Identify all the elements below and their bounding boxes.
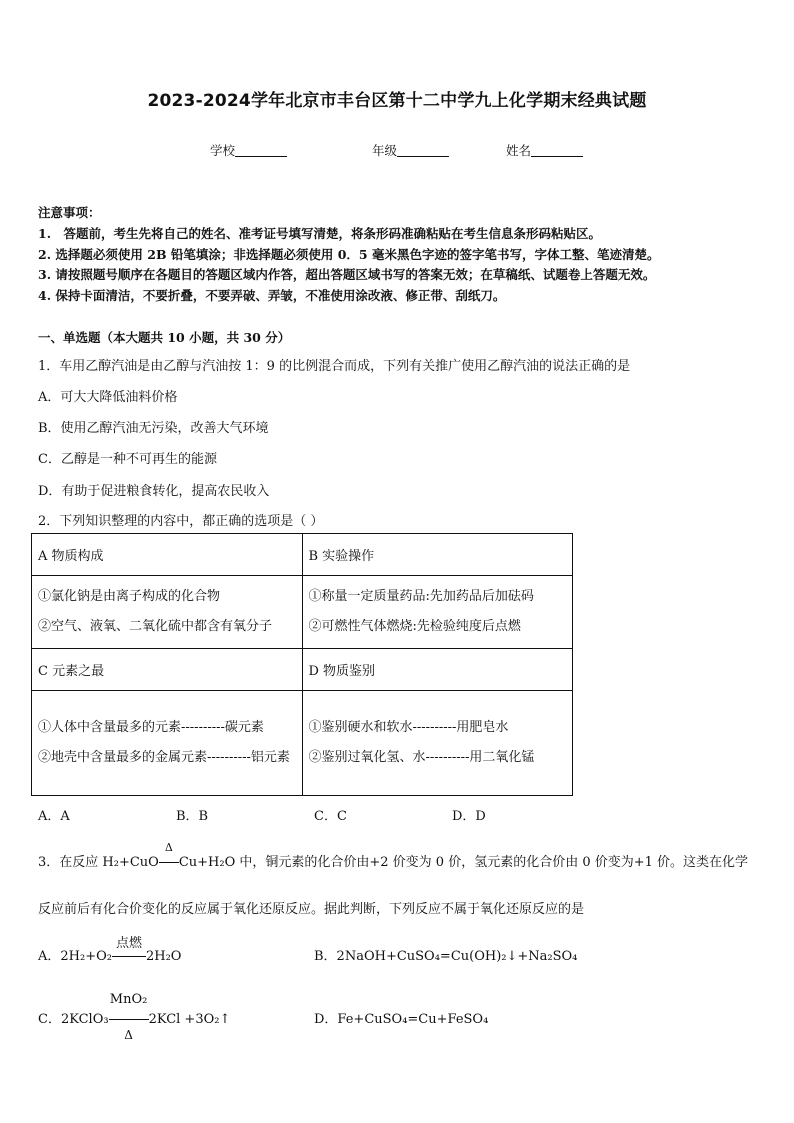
grade-field	[372, 141, 449, 159]
school-label: 学校	[210, 143, 236, 158]
equation-lhs: H₂+CuO	[102, 855, 159, 870]
question-2-stem: 2．下列知识整理的内容中，都正确的选项是（ ）	[38, 514, 324, 529]
table-cell-a-head: A 物质构成	[32, 534, 303, 576]
option-label: A．	[38, 949, 61, 964]
name-label: 姓名	[506, 143, 532, 158]
grade-label: 年级	[372, 143, 398, 158]
question-2-option-d: D．D	[452, 809, 486, 824]
option-a-rhs: 2H₂O	[145, 949, 182, 964]
question-1-option-c: C．乙醇是一种不可再生的能源	[38, 452, 217, 467]
table-cell-a-body	[32, 576, 303, 649]
option-c-lhs: 2KClO₃	[60, 1012, 109, 1027]
table-cell-c-head: C 元素之最	[32, 649, 303, 691]
question-3-option-a	[38, 936, 182, 964]
table-line: ①鉴别硬水和软水----------用肥皂水	[308, 720, 509, 735]
table-cell-d-head: D 物质鉴别	[302, 649, 573, 691]
question-1-option-a: A．可大大降低油料价格	[38, 390, 178, 405]
notice-item: 2. 选择题必须使用 2B 铅笔填涂；非选择题必须使用 0．5 毫米黑色字迹的签字笔书写，字体工整、笔迹清楚。	[38, 247, 660, 262]
option-c-condition-top: MnO₂	[109, 992, 148, 1007]
question-2-option-c: C．C	[314, 809, 347, 824]
option-label: C．	[38, 1012, 61, 1027]
table-line: ①人体中含量最多的元素----------碳元素	[38, 720, 264, 735]
table-cell-b-body	[302, 576, 573, 649]
question-3-prefix: 3．在反应	[38, 855, 103, 870]
school-field	[210, 141, 287, 159]
equation-condition: Δ	[164, 841, 173, 854]
question-1-stem: 1．车用乙醇汽油是由乙醇与汽油按 1：9 的比例混合而成，下列有关推广使用乙醇汽油的说法正确的是	[38, 359, 631, 374]
school-blank	[235, 144, 287, 157]
notice-item: 4. 保持卡面清洁，不要折叠，不要弄破、弄皱，不准使用涂改液、修正带、刮纸刀。	[38, 288, 506, 303]
question-3-stem	[38, 841, 749, 870]
notice-heading: 注意事项：	[38, 205, 101, 220]
option-a-lhs: 2H₂+O₂	[60, 949, 112, 964]
name-blank	[531, 144, 583, 157]
option-c-rhs: 2KCl +3O₂↑	[148, 1012, 231, 1027]
question-2-option-a: A．A	[38, 809, 70, 824]
name-field	[506, 141, 583, 159]
equation-arrow	[159, 841, 179, 870]
question-3-option-b: B．2NaOH+CuSO₄=Cu(OH)₂↓+Na₂SO₄	[314, 949, 578, 964]
question-3-suffix: 中，铜元素的化合价由+2 价变为 0 价，氢元素的化合价由 0 价变为+1 价。这类在化学	[235, 855, 749, 870]
table-cell-d-body	[302, 691, 573, 796]
option-c-arrow	[109, 992, 149, 1042]
question-3-stem-line2: 反应前后有化合价变化的反应属于氧化还原反应。据此判断，下列反应不属于氧化还原反应的是	[38, 902, 585, 917]
question-2-option-b: B．B	[176, 809, 209, 824]
question-3-option-d: D．Fe+CuSO₄=Cu+FeSO₄	[314, 1012, 489, 1027]
table-line: ②地壳中含量最多的金属元素----------铝元素	[38, 750, 290, 765]
question-1-option-b: B．使用乙醇汽油无污染，改善大气环境	[38, 421, 269, 436]
section-heading: 一、单选题（本大题共 10 小题，共 30 分）	[38, 330, 291, 345]
notice-item: 3. 请按照题号顺序在各题目的答题区域内作答，超出答题区域书写的答案无效；在草稿纸、试题卷上答题无效。	[38, 267, 656, 282]
notice-item: 1. 答题前，考生先将自己的姓名、准考证号填写清楚，将条形码准确粘贴在考生信息条形码粘贴区。	[38, 226, 602, 241]
knowledge-table	[31, 533, 573, 796]
table-line: ①称量一定质量药品:先加药品后加砝码	[308, 589, 534, 604]
table-cell-b-head: B 实验操作	[302, 534, 573, 576]
grade-blank	[397, 144, 449, 157]
table-line: ①氯化钠是由离子构成的化合物	[38, 589, 221, 604]
table-cell-c-body	[32, 691, 303, 796]
table-line: ②鉴别过氧化氢、水----------用二氧化锰	[308, 750, 535, 765]
question-3-option-c	[38, 992, 231, 1042]
table-line: ②可燃性气体燃烧:先检验纯度后点燃	[308, 619, 521, 634]
question-1-option-d: D．有助于促进粮食转化，提高农民收入	[38, 484, 270, 499]
equation-rhs: Cu+H₂O	[178, 855, 236, 870]
page-title: 2023-2024学年北京市丰台区第十二中学九上化学期末经典试题	[147, 91, 647, 111]
table-line: ②空气、液氧、二氧化硫中都含有氧分子	[38, 619, 273, 634]
option-a-condition: 点燃	[115, 936, 142, 951]
option-a-arrow	[112, 936, 146, 964]
option-c-condition-bottom: Δ	[124, 1028, 133, 1042]
